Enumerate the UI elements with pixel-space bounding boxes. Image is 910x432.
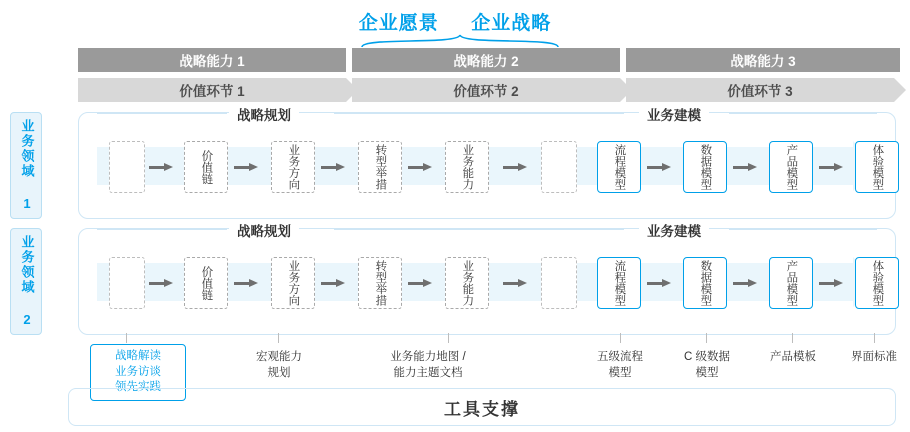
- arrow-2a: [149, 279, 175, 288]
- value-link-row: [78, 78, 894, 102]
- domain-panel-2: [78, 224, 896, 335]
- node-experience-model-1: 体验模型: [855, 141, 899, 193]
- node-value-chain-1: 价值链: [184, 141, 228, 193]
- arrow-2g: [733, 279, 759, 288]
- domain-label-2: [10, 228, 42, 335]
- arrow-1f: [647, 163, 673, 172]
- tick-2: [278, 333, 279, 343]
- tick-7: [874, 333, 875, 343]
- capability-row: [78, 48, 894, 72]
- tool-capability-map-label: 业务能力地图 / 能力主题文档: [390, 351, 466, 379]
- support-box: [68, 388, 896, 426]
- capability-1: 战略能力 1: [78, 48, 346, 72]
- node-business-capability-1: 业务能力: [445, 141, 489, 193]
- domain-panel-1: [78, 108, 896, 219]
- arrow-2h: [819, 279, 845, 288]
- arrow-1c: [321, 163, 347, 172]
- tick-4: [620, 333, 621, 343]
- tool-c-level-data-model-label: C 级数据 模型: [684, 351, 730, 379]
- value-link-2: [352, 78, 620, 102]
- section-title-business-modeling-1: 业务建模: [639, 104, 709, 124]
- value-link-3: [626, 78, 894, 102]
- section-title-business-modeling-2: 业务建模: [639, 220, 709, 240]
- arrow-1d: [408, 163, 434, 172]
- arrow-1b: [234, 163, 260, 172]
- support-label: 工具支撑: [444, 399, 520, 419]
- tool-c-level-data-model: [662, 350, 752, 381]
- node-product-model-1: 产品模型: [769, 141, 813, 193]
- node-transformation-initiative-2: 转型举措: [358, 257, 402, 309]
- tool-five-level-process-model-label: 五级流程 模型: [597, 351, 643, 379]
- tool-interface-standard-label: 界面标准: [851, 351, 897, 363]
- ghost-box-2b: [541, 257, 577, 309]
- capability-2: 战略能力 2: [352, 48, 620, 72]
- tool-macro-capability-planning-label: 宏观能力 规划: [256, 351, 302, 379]
- tool-five-level-process-model: [572, 350, 668, 381]
- arrow-1e: [503, 163, 529, 172]
- tool-product-template: [748, 350, 838, 366]
- title-enterprise-strategy: 企业战略: [471, 13, 552, 34]
- tool-interface-standard: [832, 350, 910, 366]
- node-process-model-1: 流程模型: [597, 141, 641, 193]
- node-business-direction-2: 业务方向: [271, 257, 315, 309]
- value-link-1-label: 价值环节 1: [179, 84, 245, 99]
- node-value-chain-2: 价值链: [184, 257, 228, 309]
- value-link-3-label: 价值环节 3: [727, 84, 793, 99]
- brace-icon: [360, 34, 560, 48]
- node-process-model-2: 流程模型: [597, 257, 641, 309]
- node-data-model-1: 数据模型: [683, 141, 727, 193]
- value-link-2-label: 价值环节 2: [453, 84, 519, 99]
- tick-3: [448, 333, 449, 343]
- ghost-box-1a: [109, 141, 145, 193]
- node-business-capability-2: 业务能力: [445, 257, 489, 309]
- arrow-1g: [733, 163, 759, 172]
- arrow-2e: [503, 279, 529, 288]
- tick-6: [792, 333, 793, 343]
- capability-3: 战略能力 3: [626, 48, 900, 72]
- tool-capability-map: [360, 350, 496, 381]
- title-enterprise-vision: 企业愿景: [358, 13, 439, 34]
- arrow-1a: [149, 163, 175, 172]
- domain-label-1-text: 业务领域 1: [19, 118, 35, 213]
- tool-product-template-label: 产品模板: [770, 351, 816, 363]
- tool-macro-capability-planning: [226, 350, 332, 381]
- node-transformation-initiative-1: 转型举措: [358, 141, 402, 193]
- tool-strategy-interpretation-label: 战略解读 业务访谈 领先实践: [115, 350, 161, 394]
- node-product-model-2: 产品模型: [769, 257, 813, 309]
- arrow-2b: [234, 279, 260, 288]
- arrow-1h: [819, 163, 845, 172]
- tick-1: [126, 333, 127, 343]
- section-title-strategy-planning-2: 战略规划: [229, 220, 299, 240]
- section-title-strategy-planning-1: 战略规划: [229, 104, 299, 124]
- node-business-direction-1: 业务方向: [271, 141, 315, 193]
- arrow-2f: [647, 279, 673, 288]
- node-data-model-2: 数据模型: [683, 257, 727, 309]
- domain-label-2-text: 业务领域 2: [19, 234, 35, 329]
- domain-label-1: [10, 112, 42, 219]
- ghost-box-2a: [109, 257, 145, 309]
- tick-5: [706, 333, 707, 343]
- value-link-1: [78, 78, 346, 102]
- arrow-2c: [321, 279, 347, 288]
- arrow-2d: [408, 279, 434, 288]
- top-titles: [0, 8, 910, 35]
- ghost-box-1b: [541, 141, 577, 193]
- node-experience-model-2: 体验模型: [855, 257, 899, 309]
